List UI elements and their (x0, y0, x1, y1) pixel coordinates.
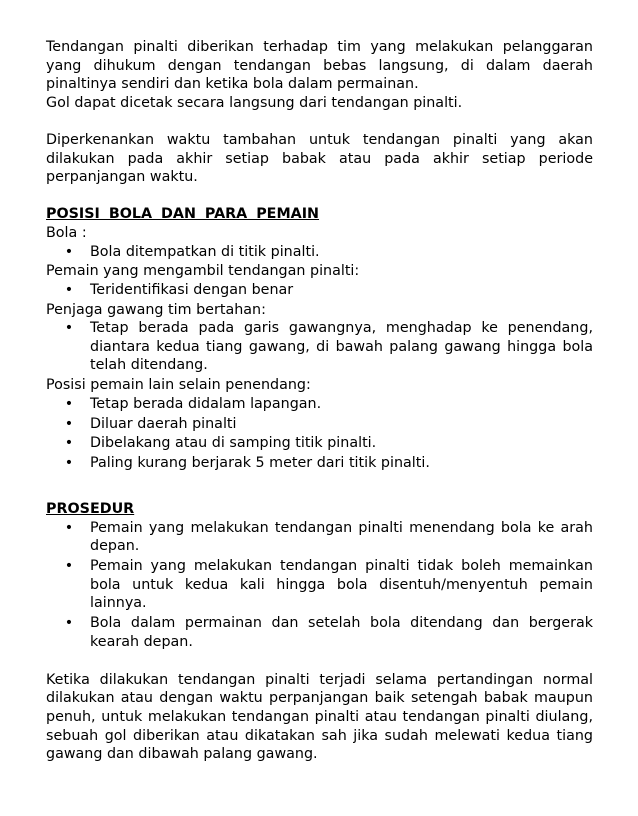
bullet-list-prosedur (46, 519, 593, 652)
bullet-icon: • (64, 415, 74, 432)
intro-paragraph-1: Tendangan pinalti diberikan terhadap tim yang melakukan pelanggaran yang dihukum dengan tendangan bebas langsung, di dalam daerah pinaltinya sendiri dan ketika bola dalam permainan. (46, 39, 593, 93)
list-item (46, 281, 593, 300)
group-label-bola: Bola : (46, 224, 87, 241)
list-item-text: Bola ditempatkan di titik pinalti. (90, 243, 320, 260)
list-item (46, 395, 593, 414)
spacer (46, 652, 593, 671)
intro-paragraph-3: Diperkenankan waktu tambahan untuk tendangan pinalti yang akan dilakukan pada akhir setiap babak atau pada akhir setiap periode perpanjangan waktu. (46, 131, 593, 186)
list-item (46, 557, 593, 613)
list-item (46, 614, 593, 651)
list-item (46, 415, 593, 434)
list-item-text: Dibelakang atau di samping titik pinalti. (90, 435, 377, 452)
spacer (46, 112, 593, 131)
bullet-icon: • (64, 519, 74, 536)
bullet-icon: • (64, 320, 74, 337)
list-item-text: Pemain yang melakukan tendangan pinalti tidak boleh memainkan bola untuk kedua kali hingga bola disentuh/menyentuh pemain lainnya. (90, 557, 593, 612)
bullet-icon: • (64, 557, 74, 574)
list-item (46, 434, 593, 453)
list-item (46, 319, 593, 375)
list-item (46, 454, 593, 473)
bullet-icon: • (64, 435, 74, 452)
list-item-text: Tetap berada didalam lapangan. (90, 395, 322, 412)
bullet-list-pemain-lain (46, 395, 593, 473)
bullet-list-penjaga-gawang (46, 319, 593, 375)
bullet-icon: • (64, 395, 74, 412)
list-item-text: Diluar daerah pinalti (90, 415, 237, 432)
group-label-penendang: Pemain yang mengambil tendangan pinalti: (46, 263, 360, 280)
document-page (46, 38, 593, 764)
group-label-pemain-lain: Posisi pemain lain selain penendang: (46, 377, 311, 394)
list-item (46, 519, 593, 556)
bullet-icon: • (64, 281, 74, 298)
list-item (46, 243, 593, 262)
list-item-text: Pemain yang melakukan tendangan pinalti menendang bola ke arah depan. (90, 519, 593, 555)
section-heading-posisi: POSISI BOLA DAN PARA PEMAIN (46, 206, 320, 223)
list-item-text: Tetap berada pada garis gawangnya, menghadap ke penendang, diantara kedua tiang gawang, di bawah palang gawang hingga bola telah ditendang. (90, 320, 593, 374)
bullet-icon: • (64, 614, 74, 631)
list-item-text: Paling kurang berjarak 5 meter dari titik pinalti. (90, 455, 430, 472)
list-item-text: Bola dalam permainan dan setelah bola ditendang dan bergerak kearah depan. (90, 614, 593, 650)
bullet-icon: • (64, 243, 74, 260)
spacer (46, 474, 593, 500)
bullet-list-bola (46, 243, 593, 262)
intro-paragraph-2: Gol dapat dicetak secara langsung dari tendangan pinalti. (46, 94, 463, 111)
bullet-list-penendang (46, 281, 593, 300)
list-item-text: Teridentifikasi dengan benar (90, 281, 294, 298)
group-label-penjaga-gawang: Penjaga gawang tim bertahan: (46, 301, 266, 318)
section-heading-prosedur: PROSEDUR (46, 500, 135, 517)
spacer (46, 187, 593, 206)
closing-paragraph: Ketika dilakukan tendangan pinalti terjadi selama pertandingan normal dilakukan atau dengan waktu perpanjangan baik setengah babak maupun penuh, untuk melakukan tendangan pinalti atau tendangan pinalti diulang, sebuah gol diberikan atau dikatakan sah jika sudah melewati kedua tiang gawang dan dibawah palang gawang. (46, 671, 593, 763)
bullet-icon: • (64, 455, 74, 472)
